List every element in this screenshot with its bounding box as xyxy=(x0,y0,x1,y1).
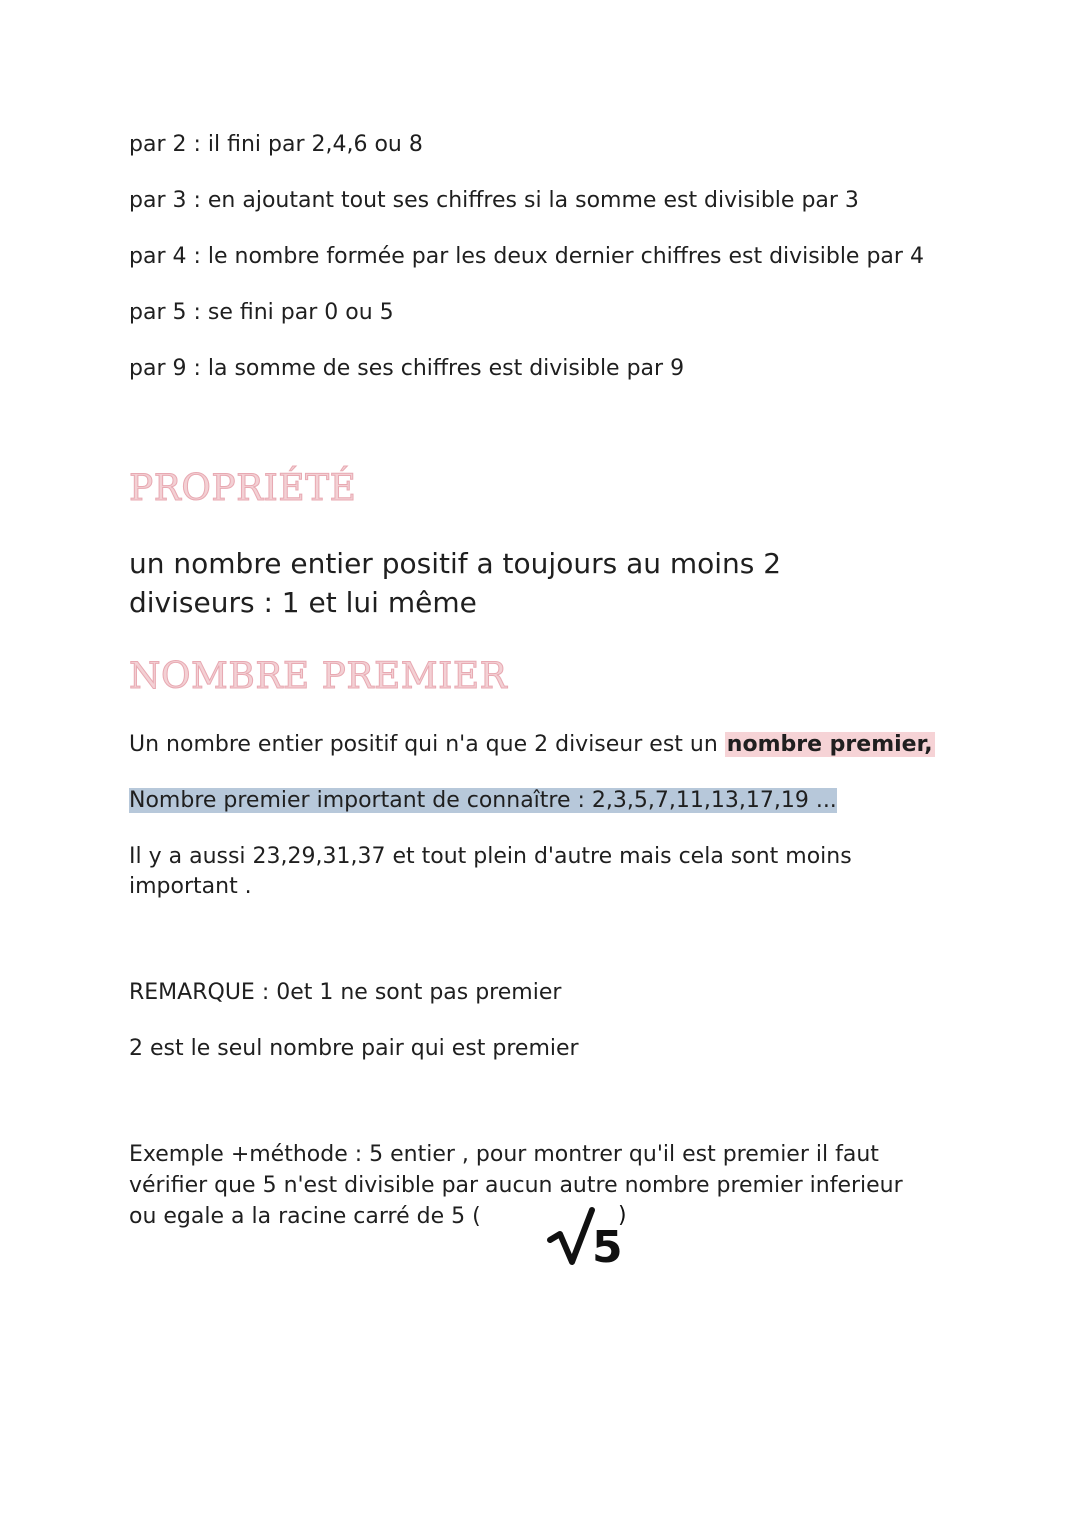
rule-par-3: par 3 : en ajoutant tout ses chiffres si la somme est divisible par 3 xyxy=(129,188,859,213)
nombre-premier-heading: NOMBRE PREMIER xyxy=(129,656,508,697)
propriete-text-line-2: diviseurs : 1 et lui même xyxy=(129,586,477,619)
exemple-line-2: vérifier que 5 n'est divisible par aucun autre nombre premier inferieur xyxy=(129,1173,903,1198)
remarque-line-2: 2 est le seul nombre pair qui est premier xyxy=(129,1036,579,1061)
radical-sign xyxy=(550,1210,592,1262)
definition-prefix: Un nombre entier positif qui n'a que 2 diviseur est un xyxy=(129,732,725,757)
definition-line xyxy=(129,730,935,760)
square-root-of-5-icon xyxy=(540,1200,640,1272)
exemple-line-3: ou egale a la racine carré de 5 ( xyxy=(129,1204,481,1229)
other-primes-line-2: important . xyxy=(129,874,252,899)
rule-par-2: par 2 : il fini par 2,4,6 ou 8 xyxy=(129,132,423,157)
rule-par-9: par 9 : la somme de ses chiffres est divisible par 9 xyxy=(129,356,685,381)
other-primes-line-1: Il y a aussi 23,29,31,37 et tout plein d'autre mais cela sont moins xyxy=(129,844,852,869)
sqrt-number: 5 xyxy=(592,1222,623,1272)
close-paren: ) xyxy=(618,1203,627,1228)
propriete-text-line-1: un nombre entier positif a toujours au moins 2 xyxy=(129,547,782,580)
remarque-line-1: REMARQUE : 0et 1 ne sont pas premier xyxy=(129,980,562,1005)
rule-par-4: par 4 : le nombre formée par les deux dernier chiffres est divisible par 4 xyxy=(129,244,924,269)
propriete-heading: PROPRIÉTÉ xyxy=(129,468,357,509)
exemple-line-1: Exemple +méthode : 5 entier , pour montrer qu'il est premier il faut xyxy=(129,1142,879,1167)
important-primes-line xyxy=(129,786,837,816)
definition-highlight: nombre premier, xyxy=(726,732,933,757)
important-primes-highlight: Nombre premier important de connaître : 2,3,5,7,11,13,17,19 ... xyxy=(129,788,837,813)
rule-par-5: par 5 : se fini par 0 ou 5 xyxy=(129,300,394,325)
